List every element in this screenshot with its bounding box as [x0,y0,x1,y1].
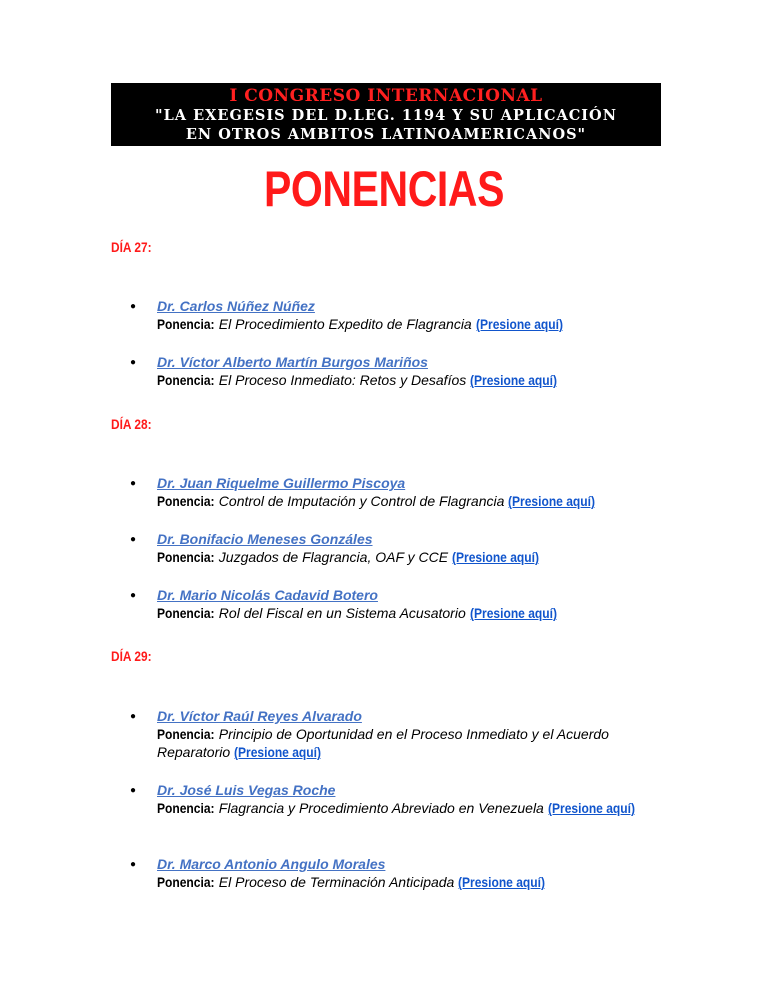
talk-title: El Proceso de Terminación Anticipada [218,874,455,890]
bullet-icon: ● [130,478,137,489]
talk-title: Juzgados de Flagrancia, OAF y CCE [218,549,449,565]
day-heading-28: DÍA 28: [111,416,152,432]
speaker-name[interactable]: Dr. Víctor Alberto Martín Burgos Mariños [157,354,428,370]
talk-title: Principio de Oportunidad en el Proceso Inmediato y el Acuerdo Reparatorio [157,726,609,760]
ponencia-label: Ponencia: [157,549,215,565]
talk-description [157,873,677,891]
banner-line-3: EN OTROS AMBITOS LATINOAMERICANOS" [185,126,587,143]
talk-title: Rol del Fiscal en un Sistema Acusatorio [218,605,466,621]
bullet-icon: ● [130,301,137,312]
talk-description [157,548,677,566]
bullet-icon: ● [130,357,137,368]
banner-line-1: I CONGRESO INTERNACIONAL [229,86,543,106]
ponencia-label: Ponencia: [157,800,215,816]
ponencia-label: Ponencia: [157,605,215,621]
talk-title: Flagrancia y Procedimiento Abreviado en Venezuela [218,800,544,816]
talk-title: El Proceso Inmediato: Retos y Desafíos [218,372,467,388]
talk-description [157,492,677,510]
day-heading-27: DÍA 27: [111,239,152,255]
speaker-name[interactable]: Dr. Marco Antonio Angulo Morales [157,856,386,872]
talk-title: El Procedimiento Expedito de Flagrancia [218,316,472,332]
speaker-name[interactable]: Dr. Bonifacio Meneses Gonzáles [157,531,373,547]
speaker-name[interactable]: Dr. Mario Nicolás Cadavid Botero [157,587,378,603]
ponencia-label: Ponencia: [157,874,215,890]
talk-description [157,371,677,389]
bullet-icon: ● [130,859,137,870]
ponencia-label: Ponencia: [157,372,215,388]
speaker-name[interactable]: Dr. Víctor Raúl Reyes Alvarado [157,708,362,724]
presione-link[interactable]: (Presione aquí) [470,372,558,388]
ponencia-label: Ponencia: [157,316,215,332]
banner-line-2: "LA EXEGESIS DEL D.LEG. 1194 Y SU APLICACIÓN [155,107,617,124]
page-title: PONENCIAS [263,161,505,217]
presione-link[interactable]: (Presione aquí) [451,549,539,565]
presione-link[interactable]: (Presione aquí) [547,800,635,816]
day-heading-29: DÍA 29: [111,648,152,664]
presione-link[interactable]: (Presione aquí) [508,493,596,509]
talk-description [157,799,677,817]
talk-description [157,725,677,761]
bullet-icon: ● [130,785,137,796]
speaker-name[interactable]: Dr. José Luis Vegas Roche [157,782,336,798]
congress-banner [111,83,661,146]
speaker-name[interactable]: Dr. Juan Riquelme Guillermo Piscoya [157,475,406,491]
talk-title: Control de Imputación y Control de Flagrancia [218,493,505,509]
speaker-name[interactable]: Dr. Carlos Núñez Núñez [157,298,315,314]
talk-description [157,315,677,333]
presione-link[interactable]: (Presione aquí) [234,744,322,760]
ponencia-label: Ponencia: [157,726,215,742]
bullet-icon: ● [130,711,137,722]
talk-description [157,604,677,622]
presione-link[interactable]: (Presione aquí) [475,316,563,332]
bullet-icon: ● [130,590,137,601]
presione-link[interactable]: (Presione aquí) [469,605,557,621]
bullet-icon: ● [130,534,137,545]
presione-link[interactable]: (Presione aquí) [458,874,546,890]
ponencia-label: Ponencia: [157,493,215,509]
